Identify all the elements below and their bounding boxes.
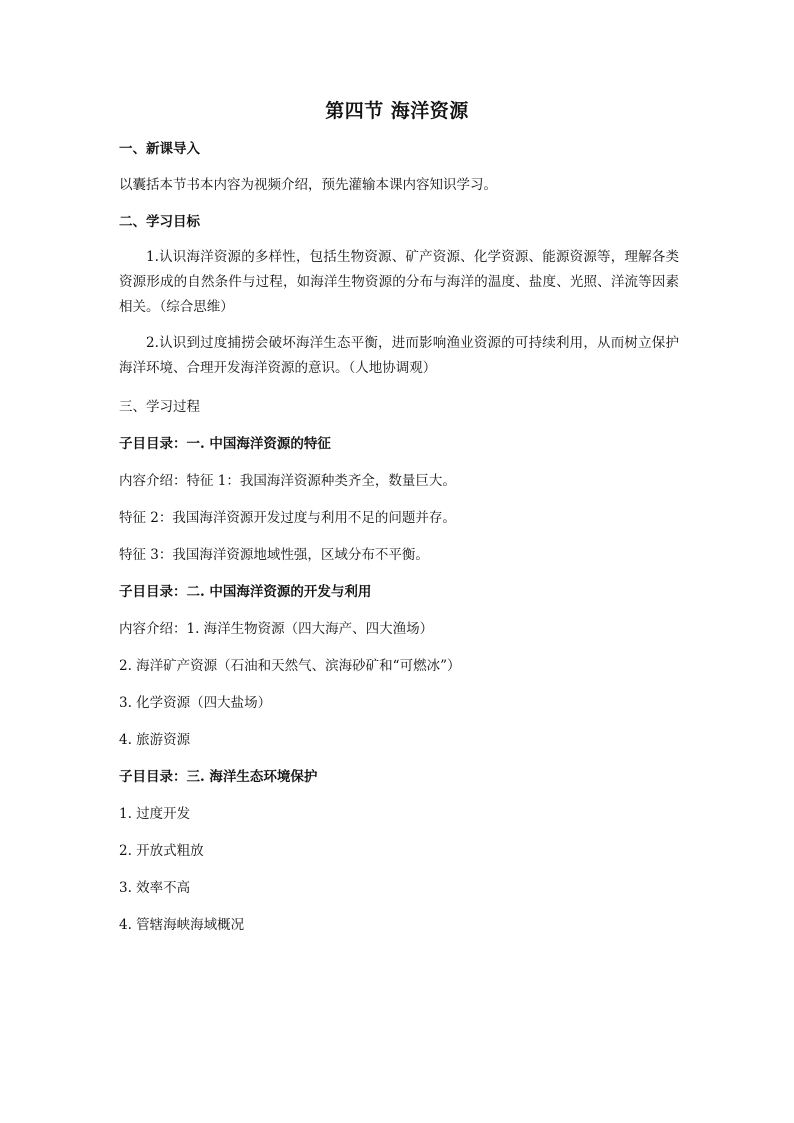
- subsection-3-line-3: 3. 效率不高: [119, 880, 191, 896]
- subsection-heading-2: 子目目录：二. 中国海洋资源的开发与利用: [119, 584, 372, 600]
- subsection-heading-3: 子目目录：三. 海洋生态环境保护: [119, 769, 318, 785]
- intro-text: 以囊括本节书本内容为视频介绍，预先灌输本课内容知识学习。: [119, 177, 497, 193]
- subsection-1-line-1: 内容介绍：特征 1：我国海洋资源种类齐全，数量巨大。: [119, 473, 456, 489]
- subsection-3-line-4: 4. 管辖海峡海域概况: [119, 917, 245, 933]
- heading-process: 三、学习过程: [119, 399, 200, 415]
- heading-intro: 一、新课导入: [119, 141, 200, 157]
- goal-paragraph-2: 2.认识到过度捕捞会破坏海洋生态平衡，进而影响渔业资源的可持续利用，从而树立保护海洋环境、合理开发海洋资源的意识。（人地协调观）: [119, 335, 679, 376]
- page-title: 第四节 海洋资源: [325, 100, 469, 122]
- subsection-heading-1: 子目目录：一. 中国海洋资源的特征: [119, 436, 331, 452]
- subsection-2-line-1: 内容介绍：1. 海洋生物资源（四大海产、四大渔场）: [119, 621, 434, 637]
- subsection-1-line-2: 特征 2：我国海洋资源开发过度与利用不足的问题并存。: [119, 510, 456, 526]
- heading-goals: 二、学习目标: [119, 214, 200, 230]
- subsection-2-line-4: 4. 旅游资源: [119, 732, 191, 748]
- subsection-1-line-3: 特征 3：我国海洋资源地域性强，区域分布不平衡。: [119, 547, 429, 563]
- subsection-3-line-1: 1. 过度开发: [119, 806, 191, 822]
- subsection-3-line-2: 2. 开放式粗放: [119, 843, 204, 859]
- subsection-2-line-3: 3. 化学资源（四大盐场）: [119, 695, 272, 711]
- subsection-2-line-2: 2. 海洋矿产资源（石油和天然气、滨海砂矿和“可燃冰”）: [119, 658, 461, 674]
- goal-paragraph-1: 1.认识海洋资源的多样性，包括生物资源、矿产资源、化学资源、能源资源等，理解各类资源形成的自然条件与过程，如海洋生物资源的分布与海洋的温度、盐度、光照、洋流等因素相关。（综合思维）: [119, 249, 679, 315]
